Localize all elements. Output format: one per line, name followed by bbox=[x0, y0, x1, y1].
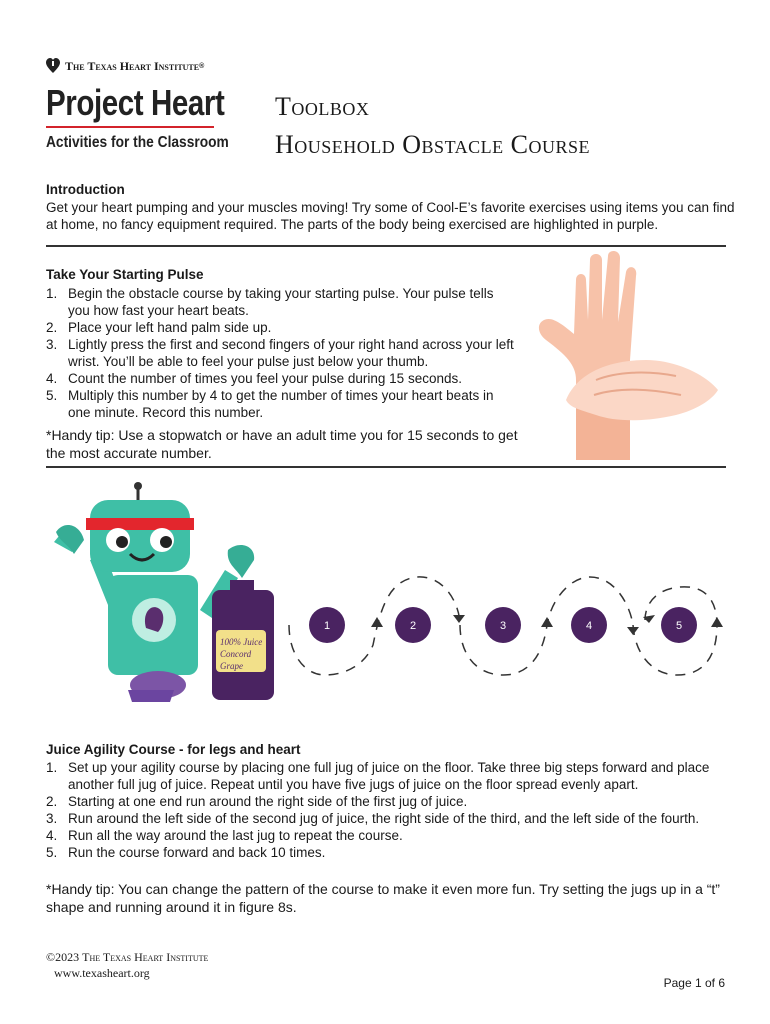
step-number: 5. bbox=[46, 845, 58, 860]
step-text: Run the course forward and back 10 times. bbox=[68, 845, 326, 860]
copyright-org: The Texas Heart Institute bbox=[82, 950, 209, 964]
pulse-steps bbox=[46, 285, 516, 421]
jug-label-line-1: 100% Juice bbox=[220, 637, 263, 647]
project-heart-subtitle: Activities for the Classroom bbox=[46, 134, 229, 151]
list-item bbox=[46, 759, 726, 793]
step-text: Starting at one end run around the right side of the first jug of juice. bbox=[68, 794, 468, 809]
step-number: 1. bbox=[46, 286, 58, 301]
list-item bbox=[46, 793, 726, 810]
list-item bbox=[46, 844, 726, 861]
list-item bbox=[46, 810, 726, 827]
step-text: Begin the obstacle course by taking your starting pulse. Your pulse tells you how fast your heart beats. bbox=[68, 286, 494, 318]
jug-number-5: 5 bbox=[675, 620, 683, 632]
step-number: 3. bbox=[46, 337, 58, 352]
juice-tip: *Handy tip: You can change the pattern of the course to make it even more fun. Try setting the jugs up in a “t” shape and running around it in figure 8s. bbox=[46, 881, 720, 915]
list-item bbox=[46, 285, 516, 319]
jug-number-2: 2 bbox=[409, 620, 417, 632]
step-number: 4. bbox=[46, 371, 58, 386]
step-number: 4. bbox=[46, 828, 58, 843]
jug-number-4: 4 bbox=[585, 620, 593, 632]
list-item bbox=[46, 336, 516, 370]
registered-mark: ® bbox=[199, 62, 205, 70]
jug-label-line-2: Concord bbox=[220, 649, 252, 659]
step-text: Set up your agility course by placing one full jug of juice on the floor. Take three big steps forward and place another full jug of juice. Repeat until you have five jugs of juice on the floor spread evenly apart. bbox=[68, 760, 710, 792]
juice-heading: Juice Agility Course - for legs and heart bbox=[46, 742, 301, 757]
project-heart-title: Project Heart bbox=[46, 82, 225, 123]
tti-logo bbox=[46, 58, 204, 74]
intro-heading: Introduction bbox=[46, 182, 125, 197]
step-text: Run all the way around the last jug to repeat the course. bbox=[68, 828, 403, 843]
jug-label-line-3: Grape bbox=[220, 661, 243, 671]
hand-pulse-illustration bbox=[536, 250, 721, 460]
list-item bbox=[46, 319, 516, 336]
step-text: Run around the left side of the second jug of juice, the right side of the third, and the left side of the fourth. bbox=[68, 811, 700, 826]
section-label: Toolbox bbox=[275, 92, 370, 121]
copyright-year: ©2023 bbox=[46, 950, 80, 964]
divider-2 bbox=[46, 466, 726, 468]
intro-text: Get your heart pumping and your muscles moving! Try some of Cool-E’s favorite exercises using items you can find at home, no fancy equipment required. The parts of the body being exercised are highlighted in purple. bbox=[46, 200, 735, 232]
step-text: Lightly press the first and second fingers of your right hand across your left wrist. You’ll be able to feel your pulse just below your thumb. bbox=[68, 337, 514, 369]
copyright bbox=[46, 950, 208, 965]
jug-number-1: 1 bbox=[323, 620, 331, 632]
pulse-tip: *Handy tip: Use a stopwatch or have an adult time you for 15 seconds to get the most accurate number. bbox=[46, 427, 518, 461]
step-number: 2. bbox=[46, 794, 58, 809]
course-path-diagram bbox=[285, 565, 730, 690]
list-item bbox=[46, 387, 516, 421]
list-item bbox=[46, 827, 726, 844]
robot-cool-e-illustration bbox=[50, 480, 290, 710]
step-text: Multiply this number by 4 to get the number of times your heart beats in one minute. Record this number. bbox=[68, 388, 494, 420]
list-item bbox=[46, 370, 516, 387]
step-number: 1. bbox=[46, 760, 58, 775]
page-number: Page 1 of 6 bbox=[663, 976, 725, 990]
pulse-heading: Take Your Starting Pulse bbox=[46, 267, 204, 282]
step-number: 2. bbox=[46, 320, 58, 335]
logo-divider bbox=[46, 126, 214, 128]
step-text: Place your left hand palm side up. bbox=[68, 320, 272, 335]
divider-1 bbox=[46, 245, 726, 247]
website-url[interactable]: www.texasheart.org bbox=[54, 966, 150, 980]
step-text: Count the number of times you feel your pulse during 15 seconds. bbox=[68, 371, 462, 386]
page-title: Household Obstacle Course bbox=[275, 130, 590, 159]
juice-steps bbox=[46, 759, 726, 861]
step-number: 5. bbox=[46, 388, 58, 403]
heart-logo-icon bbox=[46, 58, 60, 74]
jug-number-3: 3 bbox=[499, 620, 507, 632]
org-name: The Texas Heart Institute bbox=[65, 58, 200, 73]
step-number: 3. bbox=[46, 811, 58, 826]
